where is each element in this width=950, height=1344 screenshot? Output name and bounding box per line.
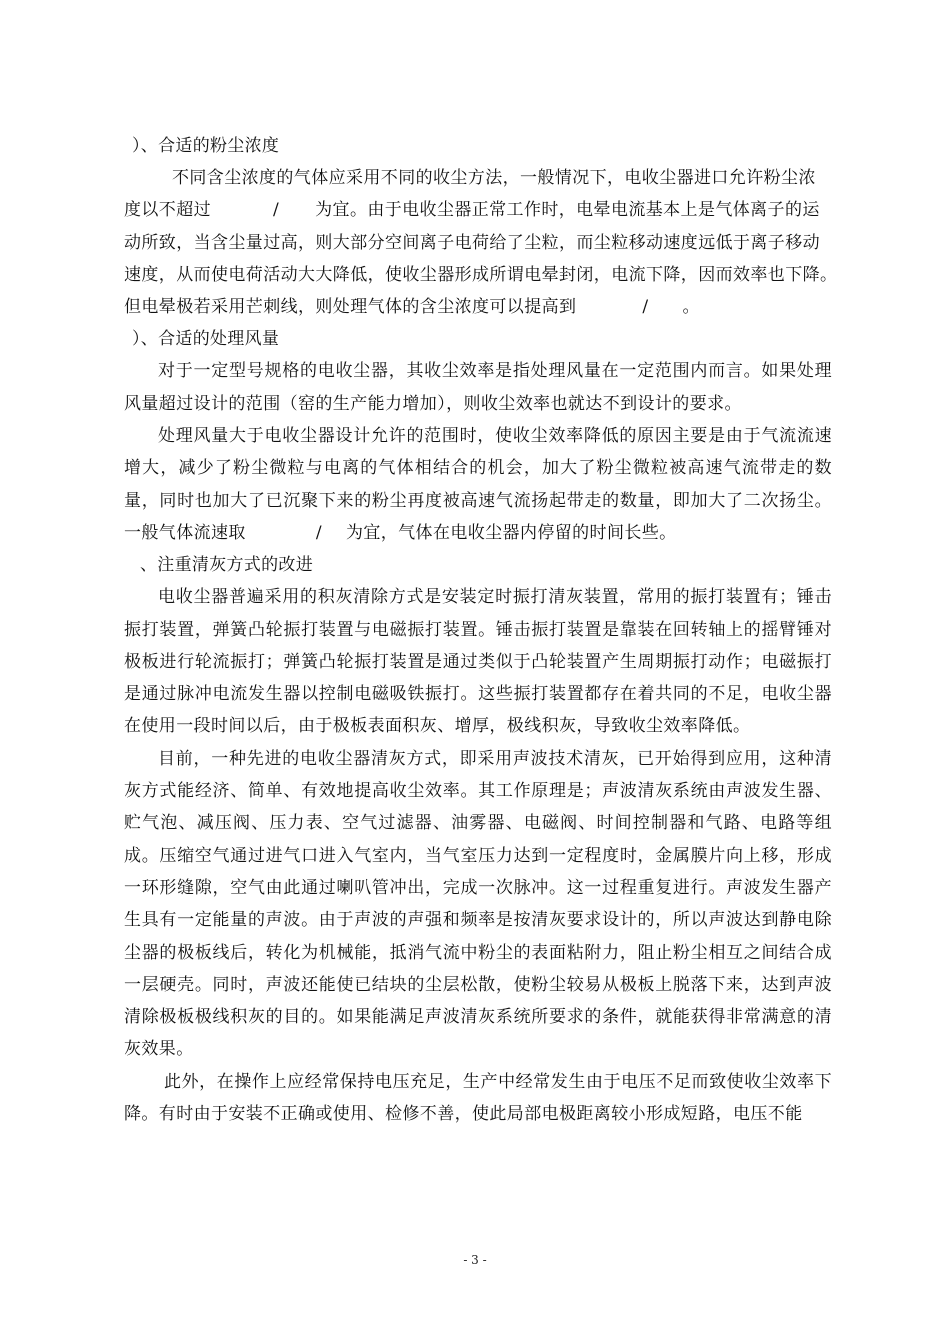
slash-mark: / <box>315 522 322 543</box>
text-segment: 度以不超过 <box>124 200 211 221</box>
paragraph-air-volume-design: 对于一定型号规格的电收尘器，其收尘效率是指处理风量在一定范围内而言。如果处理风量超过设计的范围（窑的生产能力增加），则收尘效率也就达不到设计的要求。 <box>124 361 832 414</box>
text-segment: 但电晕极若采用芒刺线，则处理气体的含尘浓度可以提高到 <box>124 297 577 318</box>
paragraph-dust-concentration <box>124 162 838 323</box>
section-heading-air-volume: ）、合适的处理风量 <box>132 329 280 350</box>
paragraph-air-velocity <box>124 420 832 549</box>
text-segment: 为宜。由于电收尘器正常工作时，电晕电流基本上是气体离子的运 <box>315 200 820 221</box>
section-heading-cleaning-method: 、注重清灰方式的改进 <box>140 555 313 576</box>
page-number: - 3 - <box>463 1253 487 1267</box>
body-text <box>124 130 838 1130</box>
section-heading-dust-concentration: ）、合适的粉尘浓度 <box>132 136 280 156</box>
slash-mark: / <box>273 200 280 221</box>
text-segment: 。 <box>682 297 700 318</box>
text-segment: 处理风量大于电收尘器设计允许的范围时，使收尘效率降低的原因主要是由于气流流速增大，减少了粉尘微粒与电离的气体相结合的机会，加大了粉尘微粒被高速气流带走的数量，同时也加大了已沉聚下来的粉尘再度被高速气流扬起带走的数量，即加大了二次扬尘。一般气体流速取 <box>124 426 832 543</box>
text-line <box>124 291 832 323</box>
slash-mark: / <box>642 297 649 318</box>
text-line <box>124 194 832 226</box>
text-line: 速度，从而使电荷活动大大降低，使收尘器形成所谓电晕封闭，电流下降，因而效率也下降。 <box>124 264 838 285</box>
text-line: 不同含尘浓度的气体应采用不同的收尘方法，一般情况下，电收尘器进口允许粉尘浓 <box>172 168 816 188</box>
paragraph-rapping-devices: 电收尘器普遍采用的积灰清除方式是安装定时振打清灰装置，常用的振打装置有；锤击振打装置，弹簧凸轮振打装置与电磁振打装置。锤击振打装置是靠装在回转轴上的摇臂锤对极板进行轮流振打；弹簧凸轮振打装置是通过类似于凸轮装置产生周期振打动作；电磁振打是通过脉冲电流发生器以控制电磁吸铁振打。这些振打装置都存在着共同的不足，电收尘器在使用一段时间以后，由于极板表面积灰、增厚，极线积灰，导致收尘效率降低。 <box>124 587 832 737</box>
text-segment: 为宜，气体在电收尘器内停留的时间长些。 <box>345 522 677 543</box>
text-line: 动所致，当含尘量过高，则大部分空间离子电荷给了尘粒，而尘粒移动速度远低于离子移动 <box>124 232 820 253</box>
paragraph-acoustic-cleaning: 目前，一种先进的电收尘器清灰方式，即采用声波技术清灰，已开始得到应用，这种清灰方式能经济、简单、有效地提高收尘效率。其工作原理是；声波清灰系统由声波发生器、贮气泡、减压阀、压力表、空气过滤器、油雾器、电磁阀、时间控制器和气路、电路等组成。压缩空气通过进气口进入气室内，当气室压力达到一定程度时，金属膜片向上移，形成一环形缝隙，空气由此通过喇叭管冲出，完成一次脉冲。这一过程重复进行。声波发生器产生具有一定能量的声波。由于声波的声强和频率是按清灰要求设计的，所以声波达到静电除尘器的极板线后，转化为机械能，抵消气流中粉尘的表面粘附力，阻止粉尘相互之间结合成一层硬壳。同时，声波还能使已结块的尘层松散，使粉尘较易从极板上脱落下来，达到声波清除极板极线积灰的目的。如果能满足声波清灰系统所要求的条件，就能获得非常满意的清灰效果。 <box>124 748 832 1060</box>
paragraph-voltage-operation: 此外，在操作上应经常保持电压充足，生产中经常发生由于电压不足而致使收尘效率下降。有时由于安装不正确或使用、检修不善，使此局部电极距离较小形成短路，电压不能 <box>124 1071 832 1125</box>
